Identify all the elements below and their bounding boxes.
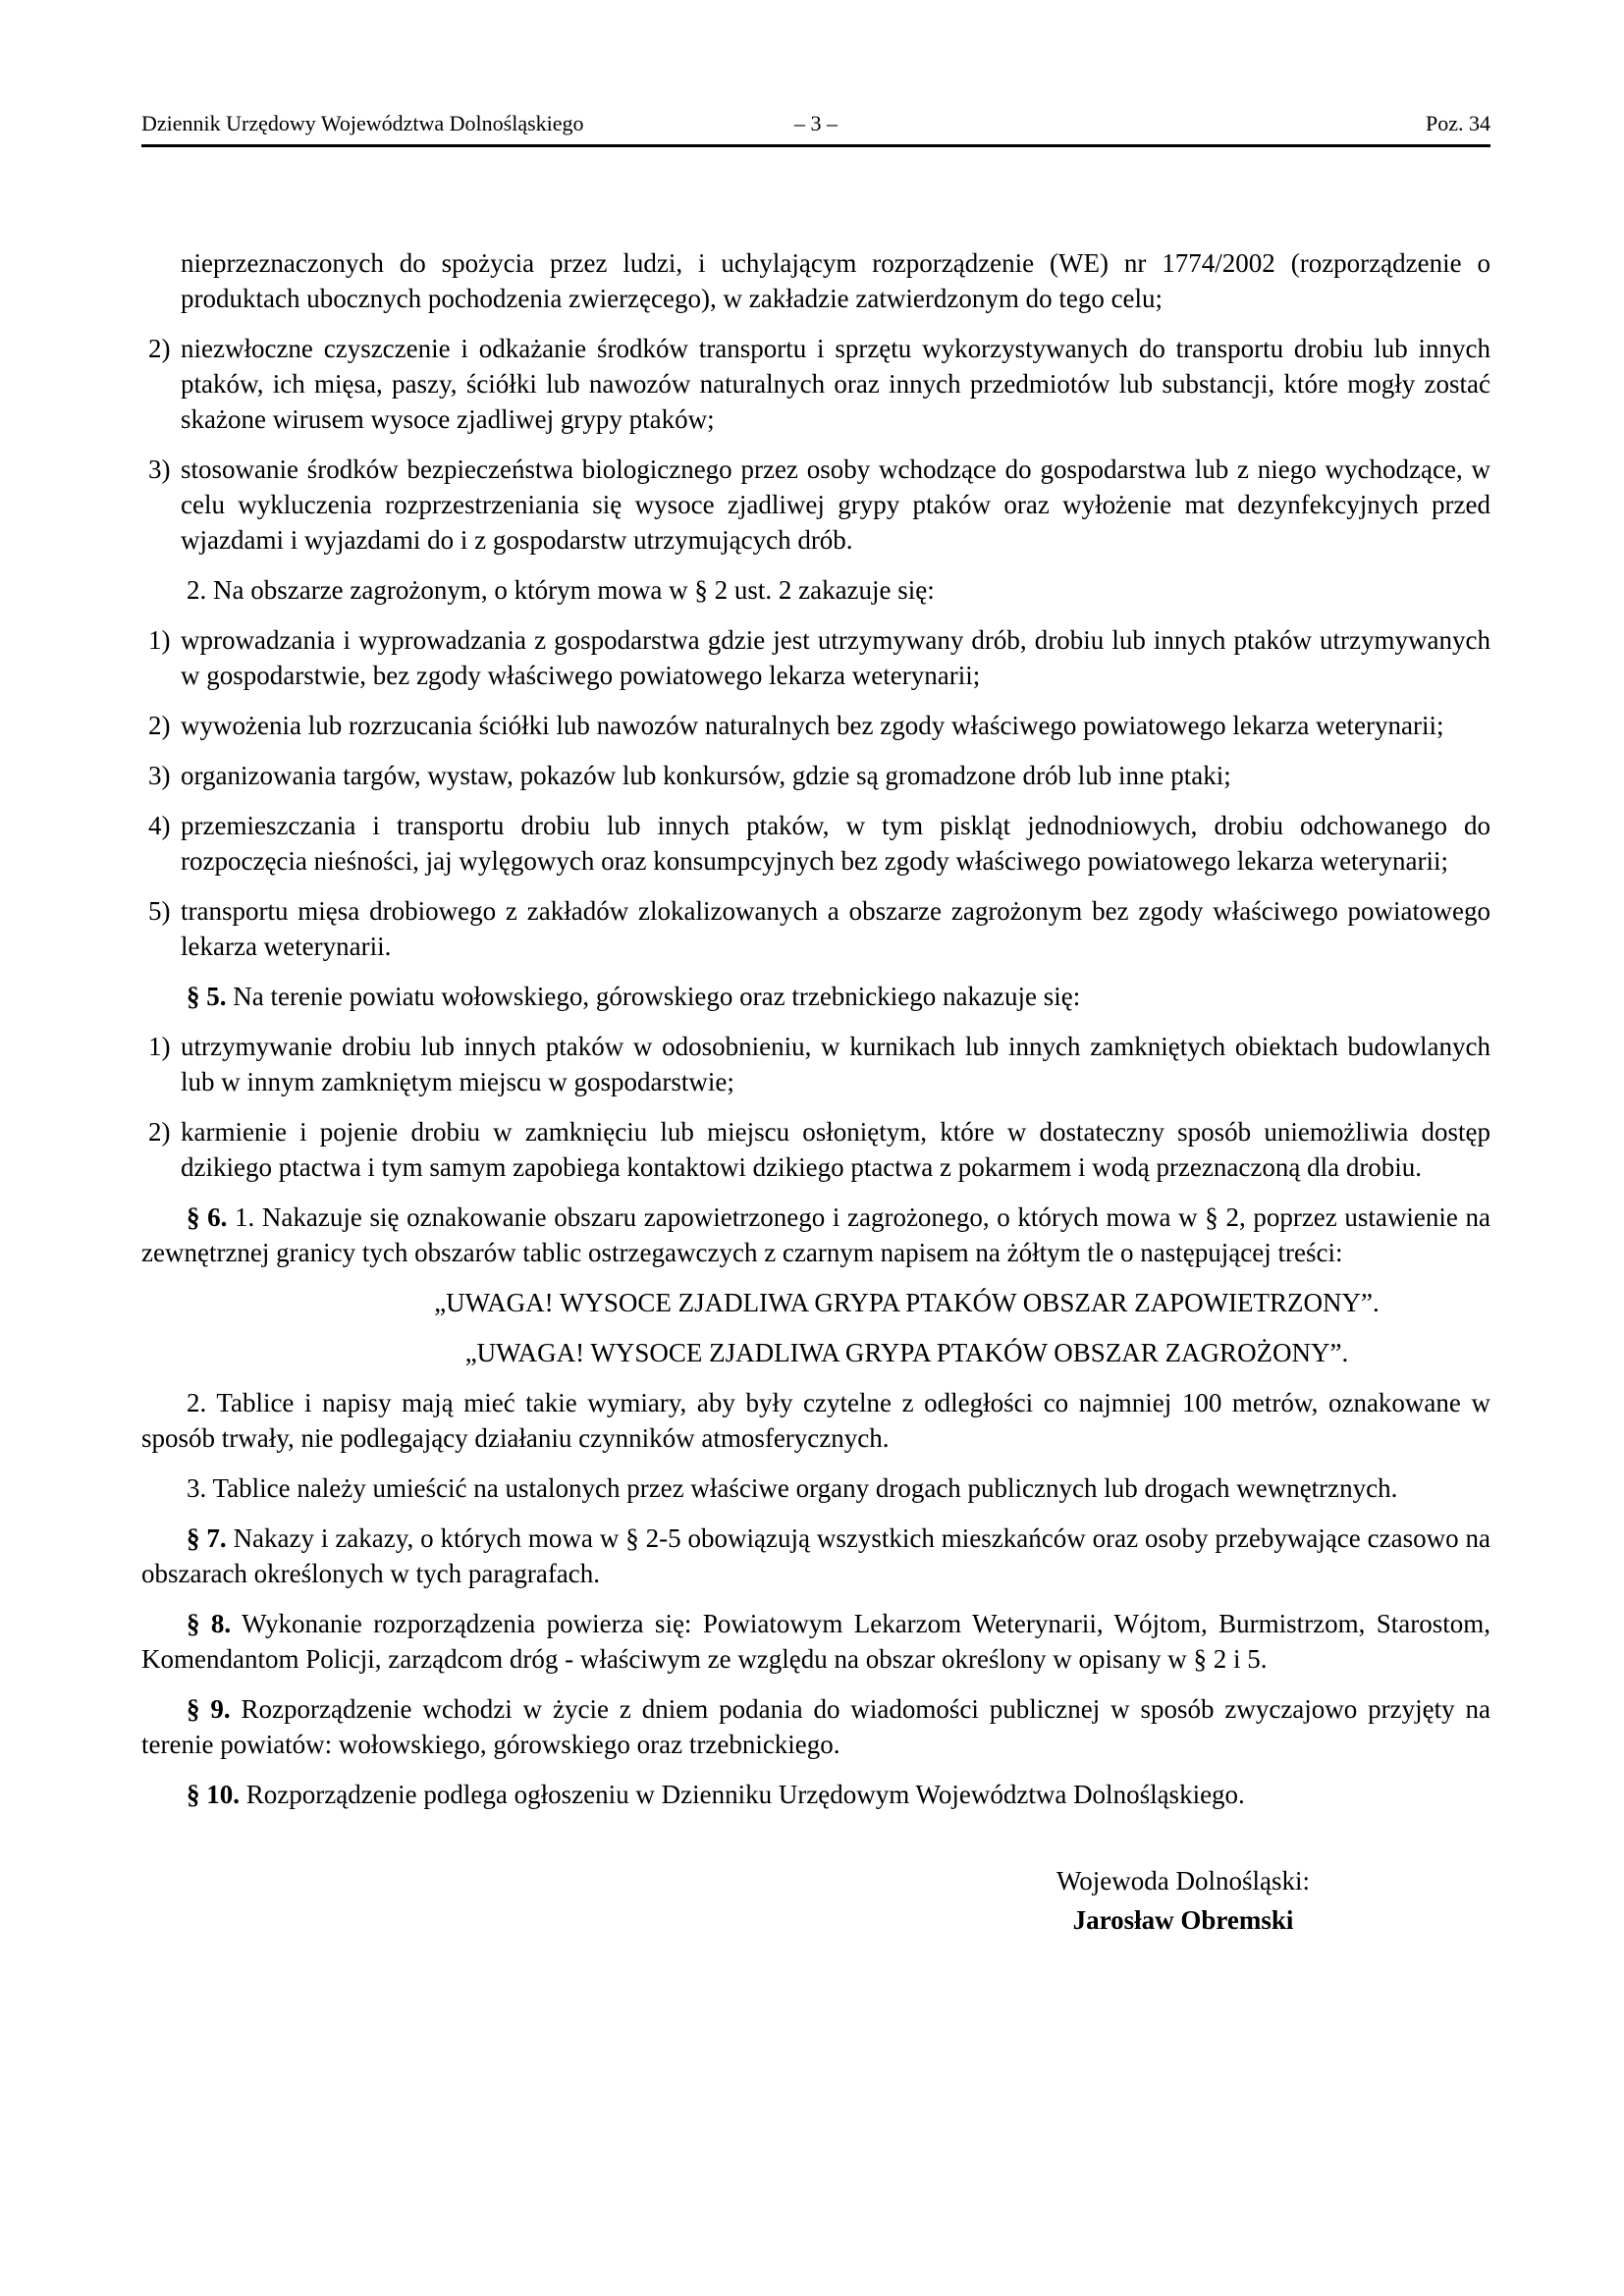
document-body [141, 245, 1490, 1812]
list-item-text: organizowania targów, wystaw, pokazów lub konkursów, gdzie są gromadzone drób lub inne ptaki; [181, 761, 1231, 790]
section-lead: § 5. [187, 982, 227, 1011]
notice-text: „UWAGA! WYSOCE ZJADLIWA GRYPA PTAKÓW OBSZAR ZAPOWIETRZONY”. [434, 1288, 1380, 1317]
header-page-number: – 3 – [794, 111, 838, 135]
list-item [141, 708, 1490, 743]
list-item-marker: 1) [148, 1032, 171, 1061]
list-item-text: transportu mięsa drobiowego z zakładów zlokalizowanych a obszarze zagrożonym bez zgody właściwego powiatowego lekarza weterynarii. [181, 896, 1490, 961]
paragraph [141, 1777, 1490, 1812]
list-item-marker: 3) [148, 761, 171, 790]
signature-name: Jarosław Obremski [1072, 1905, 1294, 1935]
header-position-number: Poz. 34 [1426, 111, 1490, 135]
section-lead: § 10. [187, 1780, 240, 1809]
notice-line [141, 1335, 1490, 1370]
list-item-marker: 2) [148, 711, 171, 740]
header-journal-title: Dziennik Urzędowy Województwa Dolnośląskiego [141, 111, 584, 135]
paragraph [141, 1691, 1490, 1762]
list-item [141, 452, 1490, 558]
continuation-paragraph [181, 245, 1490, 316]
list-item [141, 331, 1490, 437]
paragraph-text: nieprzeznaczonych do spożycia przez ludzi, i uchylającym rozporządzenie (WE) nr 1774/2002 (rozporządzenie o produktach ubocznych pochodzenia zwierzęcego), w zakładzie zatwierdzonym do tego celu; [181, 248, 1490, 313]
paragraph-text: Rozporządzenie wchodzi w życie z dniem podania do wiadomości publicznej w sposób zwyczajowo przyjęty na terenie powiatów: wołowskiego, górowskiego oraz trzebnickiego. [141, 1694, 1491, 1759]
list-item-text: wywożenia lub rozrzucania ściółki lub nawozów naturalnych bez zgody właściwego powiatowego lekarza weterynarii; [181, 711, 1444, 740]
signature-block [977, 1861, 1389, 1940]
paragraph-text: Wykonanie rozporządzenia powierza się: Powiatowym Lekarzom Weterynarii, Wójtom, Burmistrzom, Starostom, Komendantom Policji, zarządcom dróg - właściwym ze względu na obszar określony w opisany w § 2 i 5. [141, 1609, 1491, 1674]
list-item-marker: 2) [148, 334, 171, 363]
paragraph [141, 979, 1490, 1014]
list-item [141, 893, 1490, 964]
section-lead: § 8. [187, 1609, 232, 1638]
paragraph-text: 2. Na obszarze zagrożonym, o którym mowa w § 2 ust. 2 zakazuje się: [187, 575, 935, 605]
paragraph-text: 3. Tablice należy umieścić na ustalonych przez właściwe organy drogach publicznych lub drogach wewnętrznych. [187, 1473, 1398, 1503]
list-item-marker: 5) [148, 896, 171, 926]
page-header [141, 111, 1490, 136]
list-item-text: wprowadzania i wyprowadzania z gospodarstwa gdzie jest utrzymywany drób, drobiu lub innych ptaków utrzymywanych w gospodarstwie, bez zgody właściwego powiatowego lekarza weterynarii; [181, 625, 1490, 690]
list-item [141, 808, 1490, 879]
list-item-text: utrzymywanie drobiu lub innych ptaków w odosobnieniu, w kurnikach lub innych zamkniętych obiektach budowlanych lub w innym zamkniętym miejscu w gospodarstwie; [181, 1032, 1490, 1096]
paragraph [141, 1606, 1490, 1677]
paragraph [141, 572, 1490, 608]
paragraph-text: Na terenie powiatu wołowskiego, górowskiego oraz trzebnickiego nakazuje się: [233, 982, 1081, 1011]
list-item-marker: 1) [148, 625, 171, 655]
paragraph-text: 2. Tablice i napisy mają mieć takie wymiary, aby były czytelne z odległości co najmniej 100 metrów, oznakowane w sposób trwały, nie podlegający działaniu czynników atmosferycznych. [141, 1388, 1490, 1453]
paragraph-text: Rozporządzenie podlega ogłoszeniu w Dzienniku Urzędowym Województwa Dolnośląskiego. [245, 1780, 1245, 1809]
paragraph-text: Nakazy i zakazy, o których mowa w § 2-5 obowiązują wszystkich mieszkańców oraz osoby przebywające czasowo na obszarach określonych w tych paragrafach. [141, 1523, 1490, 1588]
list-item [141, 1029, 1490, 1099]
section-lead: § 7. [187, 1523, 227, 1553]
list-item [141, 1114, 1490, 1185]
list-item-text: karmienie i pojenie drobiu w zamknięciu lub miejscu osłoniętym, które w dostateczny sposób uniemożliwia dostęp dzikiego ptactwa i tym samym zapobiega kontaktowi dzikiego ptactwa z pokarmem i wodą przeznaczoną dla drobiu. [181, 1117, 1490, 1182]
paragraph [141, 1521, 1490, 1591]
notice-line [141, 1285, 1490, 1320]
paragraph [141, 1200, 1490, 1270]
paragraph [141, 1385, 1490, 1456]
list-item-marker: 3) [148, 454, 171, 484]
list-item [141, 758, 1490, 793]
list-item-marker: 4) [148, 811, 171, 840]
list-item-text: stosowanie środków bezpieczeństwa biologicznego przez osoby wchodzące do gospodarstwa lub z niego wychodzące, w celu wykluczenia rozprzestrzeniania się wysoce zjadliwej grypy ptaków oraz wyłożenie mat dezynfekcyjnych przed wjazdami i wyjazdami do i z gospodarstw utrzymujących drób. [181, 454, 1490, 555]
list-item-text: przemieszczania i transportu drobiu lub innych ptaków, w tym piskląt jednodniowych, drobiu odchowanego do rozpoczęcia nieśności, jaj wylęgowych oraz konsumpcyjnych bez zgody właściwego powiatowego lekarza weterynarii; [181, 811, 1490, 876]
section-lead: § 6. [187, 1202, 228, 1232]
notice-text: „UWAGA! WYSOCE ZJADLIWA GRYPA PTAKÓW OBSZAR ZAGROŻONY”. [464, 1338, 1349, 1367]
list-item-text: niezwłoczne czyszczenie i odkażanie środków transportu i sprzętu wykorzystywanych do transportu drobiu lub innych ptaków, ich mięsa, paszy, ściółki lub nawozów naturalnych oraz innych przedmiotów lub substancji, które mogły zostać skażone wirusem wysoce zjadliwej grypy ptaków; [181, 334, 1490, 434]
signature-title: Wojewoda Dolnośląski: [1056, 1866, 1311, 1896]
header-rule [141, 144, 1490, 147]
paragraph-text: 1. Nakazuje się oznakowanie obszaru zapowietrzonego i zagrożonego, o których mowa w § 2, poprzez ustawienie na zewnętrznej granicy tych obszarów tablic ostrzegawczych z czarnym napisem na żółtym tle o następującej treści: [141, 1202, 1490, 1267]
list-item-marker: 2) [148, 1117, 171, 1147]
section-lead: § 9. [187, 1694, 231, 1724]
list-item [141, 622, 1490, 693]
paragraph [141, 1470, 1490, 1506]
